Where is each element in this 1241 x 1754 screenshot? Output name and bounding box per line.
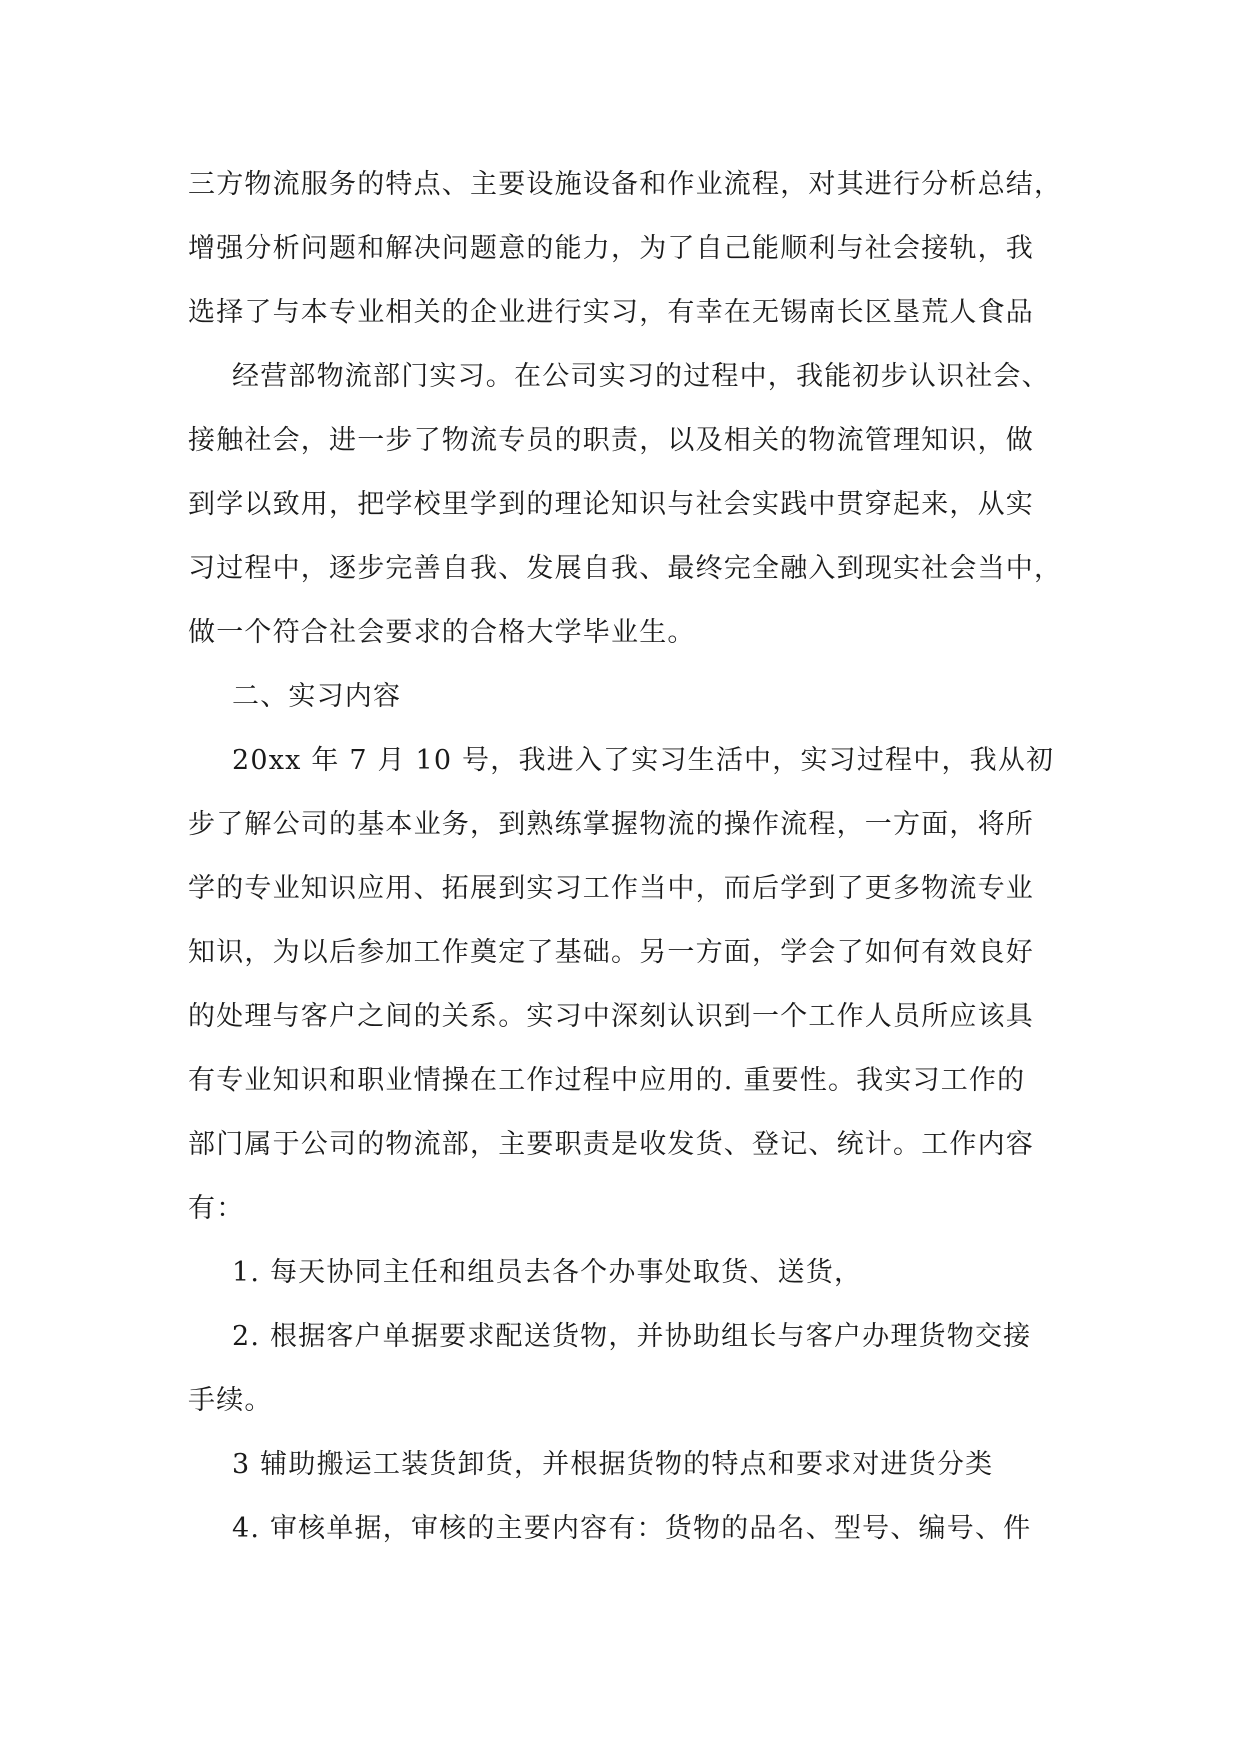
text-line: 步了解公司的基本业务，到熟练掌握物流的操作流程，一方面，将所 (188, 809, 1034, 840)
list-item: 4. 审核单据，审核的主要内容有：货物的品名、型号、编号、件 (232, 1513, 1032, 1544)
text-line: 20xx 年 7 月 10 号，我进入了实习生活中，实习过程中，我从初 (232, 745, 1055, 776)
text-line: 接触社会，进一步了物流专员的职责，以及相关的物流管理知识，做 (188, 425, 1034, 456)
text-line: 部门属于公司的物流部，主要职责是收发货、登记、统计。工作内容 (188, 1129, 1034, 1160)
list-item: 3 辅助搬运工装货卸货，并根据货物的特点和要求对进货分类 (232, 1449, 994, 1480)
text-line: 有专业知识和职业情操在工作过程中应用的. 重要性。我实习工作的 (188, 1065, 1026, 1096)
text-line: 知识，为以后参加工作奠定了基础。另一方面，学会了如何有效良好 (188, 937, 1034, 968)
text-line: 手续。 (188, 1385, 273, 1416)
text-line: 做一个符合社会要求的合格大学毕业生。 (188, 617, 696, 648)
section-heading: 二、实习内容 (232, 681, 402, 712)
text-line: 的处理与客户之间的关系。实习中深刻认识到一个工作人员所应该具 (188, 1001, 1034, 1032)
text-line: 选择了与本专业相关的企业进行实习，有幸在无锡南长区垦荒人食品 (188, 297, 1034, 328)
text-line: 习过程中，逐步完善自我、发展自我、最终完全融入到现实社会当中， (188, 553, 1063, 584)
text-line: 学的专业知识应用、拓展到实习工作当中，而后学到了更多物流专业 (188, 873, 1034, 904)
text-line: 经营部物流部门实习。在公司实习的过程中，我能初步认识社会、 (232, 361, 1050, 392)
text-line: 三方物流服务的特点、主要设施设备和作业流程，对其进行分析总结， (188, 169, 1063, 200)
text-line: 增强分析问题和解决问题意的能力，为了自己能顺利与社会接轨，我 (188, 233, 1034, 264)
list-item: 1. 每天协同主任和组员去各个办事处取货、送货， (232, 1257, 863, 1288)
list-item: 2. 根据客户单据要求配送货物，并协助组长与客户办理货物交接 (232, 1321, 1032, 1352)
text-line: 有： (188, 1193, 245, 1224)
text-line: 到学以致用，把学校里学到的理论知识与社会实践中贯穿起来，从实 (188, 489, 1034, 520)
